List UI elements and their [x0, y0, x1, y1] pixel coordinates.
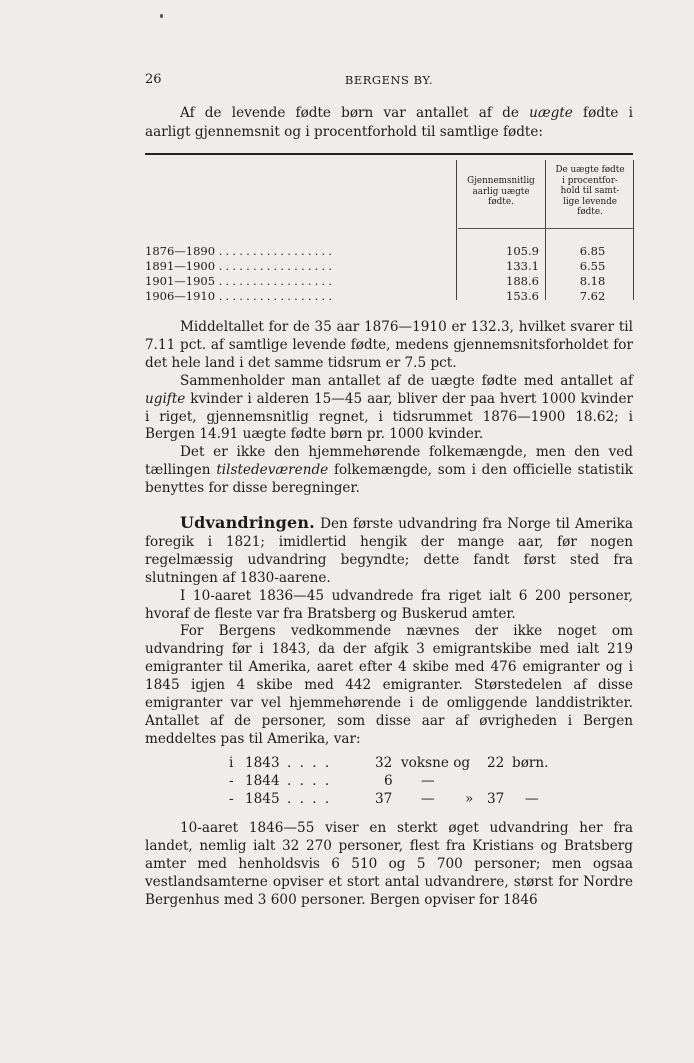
column-header-percent: De uægte fødte i procentfor- hold til samt- lige levende fødte.: [555, 165, 625, 217]
table-divider-right: [633, 160, 634, 300]
body-text-lower: [145, 820, 633, 910]
table-header-rule: [458, 228, 633, 229]
intro-paragraph: [145, 104, 633, 142]
table-row: 1891—1900 ................. 133.1 6.55: [145, 259, 606, 273]
paragraph-1846: 10-aaret 1846—55 viser en sterkt øget udvandring her fra landet, nemlig ialt 32 270 personer, flest fra Kristians og Bratsberg amter med henholdsvis 6 510 og 5 700 personer; men ogsaa vestlandsamterne opviser et stort antal udvandrere, størst for Nordre Bergenhus med 3 600 personer. Bergen opviser for 1846: [145, 820, 633, 908]
print-speck: [160, 14, 163, 18]
paragraph-population: Det er ikke den hjemmehørende folkemængde, men den ved tællingen tilstedeværende folkemængde, som i den officielle statistik benyttes for disse beregninger.: [145, 444, 633, 497]
column-header-average: Gjennemsnitlig aarlig uægte fødte.: [467, 176, 535, 207]
emigration-row: i 1843 . . . . 32 voksne og 22 børn.: [229, 755, 549, 771]
body-text-upper: [145, 319, 633, 498]
body-text-emigration: [145, 514, 633, 749]
intro-line-1: Af de levende fødte børn var antallet af de uægte fødte i: [180, 105, 634, 121]
table-row: 1906—1910 ................. 153.6 7.62: [145, 289, 606, 303]
table-top-rule: [145, 153, 633, 155]
section-emigration: Udvandringen. Den første udvandring fra Norge til Amerika foregik i 1821; imidlertid hengik der mange aar, før nogen regelmæssig udvandring begyndte; dette fandt først sted fra slutningen af 1830-aarene.: [145, 513, 633, 586]
page-header: [145, 72, 633, 90]
intro-line-2: aarligt gjennemsnit og i procentforhold til samtlige fødte:: [145, 124, 543, 140]
page-number: 26: [145, 72, 162, 87]
emigration-row: - 1845 . . . . 37 — » 37 —: [229, 791, 539, 807]
paragraph-average: Middeltallet for de 35 aar 1876—1910 er 132.3, hvilket svarer til 7.11 pct. af samtlige levende fødte, medens gjennemsnitsforholdet for det hele land i det samme tidsrum er 7.5 pct.: [145, 319, 633, 371]
table-row: 1901—1905 ................. 188.6 8.18: [145, 274, 606, 288]
intro-italic: uægte: [529, 105, 573, 121]
emigration-row: - 1844 . . . . 6 —: [229, 773, 435, 789]
paragraph-bergen: For Bergens vedkommende nævnes der ikke noget om udvandring før i 1843, da der afgik 3 emigrantskibe med ialt 219 emigranter til Amerika, aaret efter 4 skibe med 476 emigranter og i 1845 igjen 4 skibe med 442 emigranter. Størstedelen af disse emigranter var vel hjemmehørende i de omliggende landdistrikter. Antallet af de personer, som disse aar af øvrigheden i Bergen meddeltes pas til Amerika, var:: [145, 623, 633, 747]
table-row: 1876—1890 ................. 105.9 6.85: [145, 244, 606, 258]
paragraph-1836: I 10-aaret 1836—45 udvandrede fra riget ialt 6 200 personer, hvoraf de fleste var fra Bratsberg og Buskerud amter.: [145, 587, 633, 622]
section-heading: Udvandringen.: [180, 513, 315, 532]
paragraph-unmarried: Sammenholder man antallet af de uægte fødte med antallet af ugifte kvinder i alderen 15—45 aar, bliver der paa hvert 1000 kvinder i riget, gjennemsnitlig regnet, i tidsrummet 1876—1900 18.62; i Bergen 14.91 uægte fødte børn pr. 1000 kvinder.: [145, 372, 633, 443]
running-title: BERGENS BY.: [344, 73, 434, 87]
